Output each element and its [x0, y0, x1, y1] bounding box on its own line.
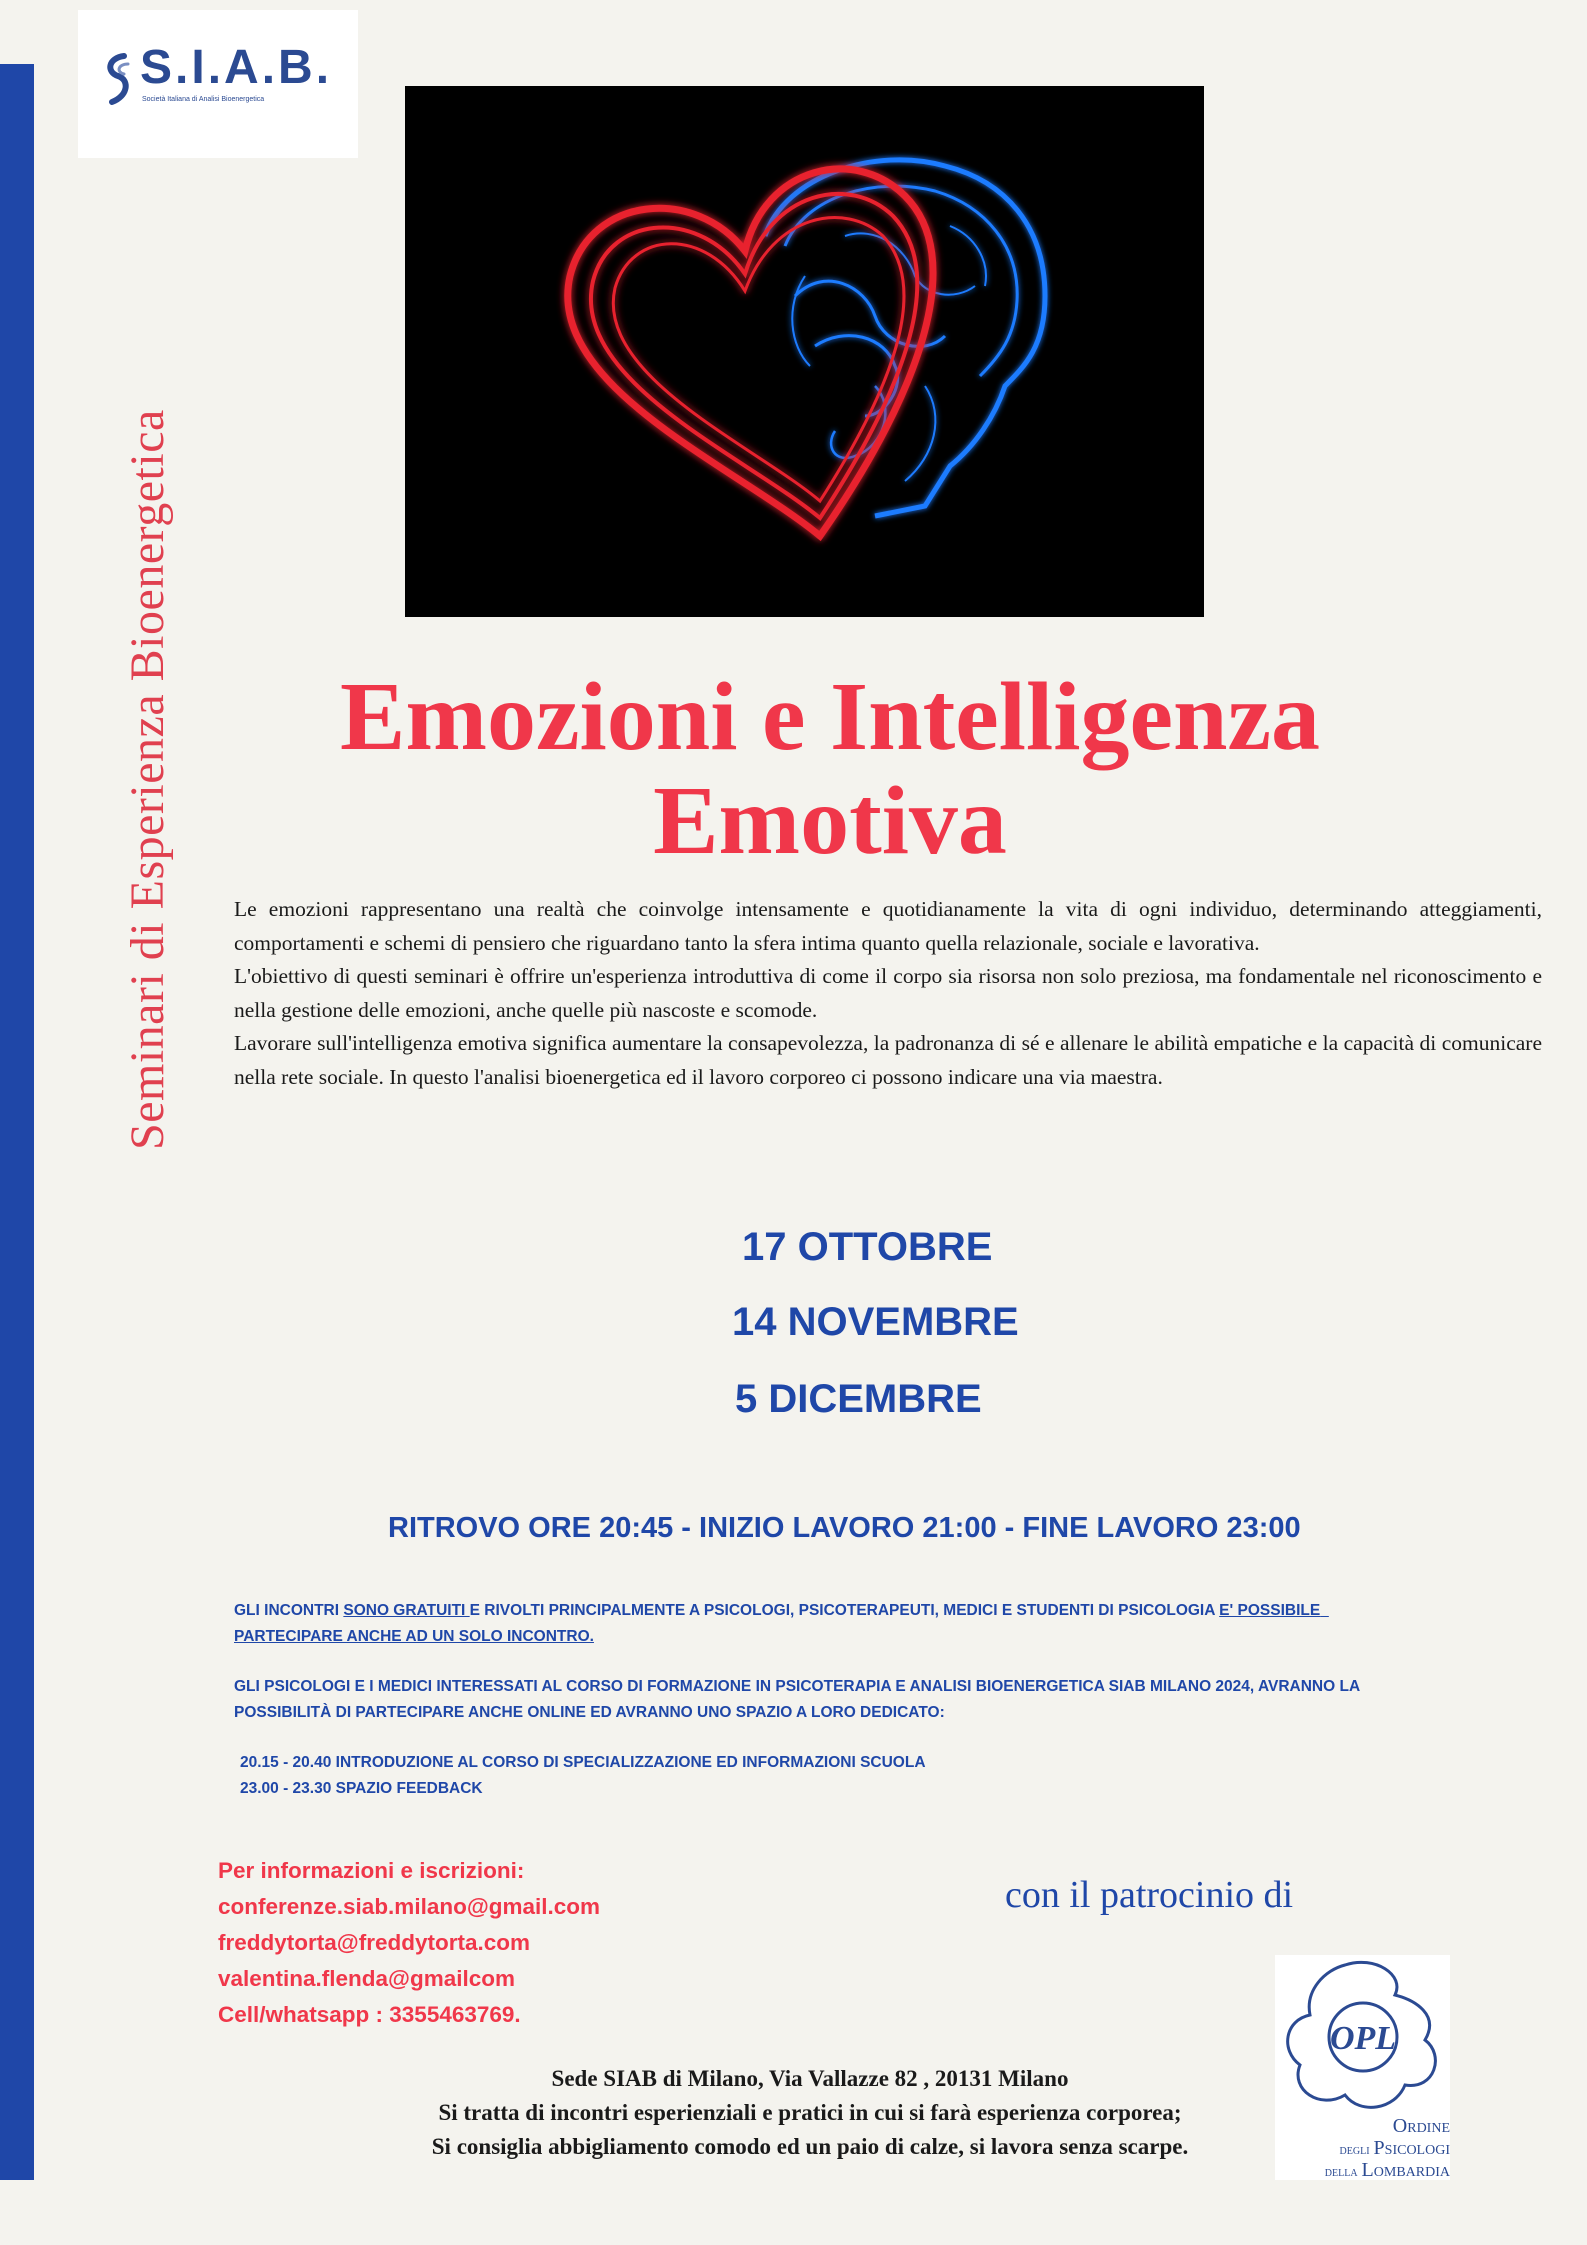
contacts-heading: Per informazioni e iscrizioni:: [218, 1858, 525, 1883]
footer-address: Sede SIAB di Milano, Via Vallazze 82 , 20131 Milano: [551, 2066, 1069, 2091]
opl-line-2: degli Psicologi: [1339, 2137, 1450, 2159]
date-1: 17 OTTOBRE: [742, 1225, 993, 1269]
footer-info-1: Si tratta di incontri esperienziali e pratici in cui si farà esperienza corporea;: [438, 2100, 1182, 2125]
note-possible-highlight: E' POSSIBILE: [1219, 1602, 1321, 1619]
footer-info-2: Si consiglia abbigliamento comodo ed un paio di calze, si lavora senza scarpe.: [431, 2134, 1189, 2159]
note-text-c: E RIVOLTI PRINCIPALMENTE A PSICOLOGI, PSICOTERAPEUTI, MEDICI E STUDENTI DI PSICOLOGIA: [469, 1602, 1220, 1619]
siab-logo-subtitle: Società Italiana di Analisi Bioenergetica: [142, 96, 265, 103]
main-title-line2: Emotiva: [653, 767, 1007, 875]
notes-block-1: [234, 1598, 1484, 1650]
patronage-label: con il patrocinio di: [1005, 1874, 1294, 1916]
intro-paragraph-1: Le emozioni rappresentano una realtà che coinvolge intensamente e quotidianamente la vita di ogni individuo, determinando atteggiamenti, comportamenti e schemi di pensiero che riguardano tanto la sfera intima quanto quella relazionale, sociale e lavorativa.: [234, 897, 1542, 955]
opl-line-1: Ordine: [1392, 2115, 1450, 2137]
slot-feedback: 23.00 - 23.30 SPAZIO FEEDBACK: [240, 1780, 483, 1797]
intro-text: [234, 893, 1542, 1094]
note-text-a: GLI INCONTRI: [234, 1602, 344, 1619]
contact-email-2[interactable]: freddytorta@freddytorta.com: [218, 1930, 530, 1955]
slot-intro: 20.15 - 20.40 INTRODUZIONE AL CORSO DI SPECIALIZZAZIONE ED INFORMAZIONI SCUOLA: [240, 1754, 926, 1771]
opl-monogram: OPL: [1329, 2020, 1397, 2057]
opl-line-3: della Lombardia: [1324, 2159, 1450, 2181]
left-accent-bar: [0, 64, 34, 2180]
note-free-highlight: SONO GRATUITI: [343, 1602, 470, 1619]
heart-brain-icon: [405, 86, 1204, 617]
date-3: 5 DICEMBRE: [735, 1377, 982, 1421]
notes-block-2: [234, 1674, 1534, 1726]
side-title: Seminari di Esperienza Bioenergetica: [121, 409, 174, 1150]
note-training-line2: POSSIBILITÀ DI PARTECIPARE ANCHE ONLINE ED AVRANNO UNO SPAZIO A LORO DEDICATO:: [234, 1704, 945, 1721]
siab-logo: [78, 10, 358, 158]
intro-paragraph-3: Lavorare sull'intelligenza emotiva significa aumentare la consapevolezza, la padronanza di sé e allenare le abilità empatiche e la capacità di comunicare nella rete sociale. In questo l'analisi bioenergetica ed il lavoro corporeo ci possono indicare una via maestra.: [234, 1031, 1542, 1089]
contact-phone[interactable]: Cell/whatsapp : 3355463769.: [218, 2002, 521, 2027]
intro-paragraph-2: L'obiettivo di questi seminari è offrire un'esperienza introduttiva di come il corpo sia risorsa non solo preziosa, ma fondamentale nel riconoscimento e nella gestione delle emozioni, anche quelle più nascoste e scomode.: [234, 964, 1542, 1022]
contact-email-3[interactable]: valentina.flenda@gmailcom: [218, 1966, 516, 1991]
siab-logo-name: S.I.A.B.: [140, 41, 333, 94]
contact-email-1[interactable]: conferenze.siab.milano@gmail.com: [218, 1894, 601, 1919]
main-title-line1: Emozioni e Intelligenza: [340, 663, 1320, 771]
main-title: [180, 665, 1480, 873]
siab-swirl-icon: [98, 50, 138, 110]
note-training-line1: GLI PSICOLOGI E I MEDICI INTERESSATI AL CORSO DI FORMAZIONE IN PSICOTERAPIA E ANALISI BIOENERGETICA SIAB MILANO 2024, AVRANNO LA: [234, 1678, 1361, 1695]
hero-image: [405, 86, 1204, 617]
note-single-session: PARTECIPARE ANCHE AD UN SOLO INCONTRO.: [234, 1628, 594, 1645]
date-2: 14 NOVEMBRE: [732, 1300, 1019, 1344]
schedule-line: RITROVO ORE 20:45 - INIZIO LAVORO 21:00 - FINE LAVORO 23:00: [388, 1512, 1301, 1544]
notes-slots: [240, 1750, 1440, 1802]
